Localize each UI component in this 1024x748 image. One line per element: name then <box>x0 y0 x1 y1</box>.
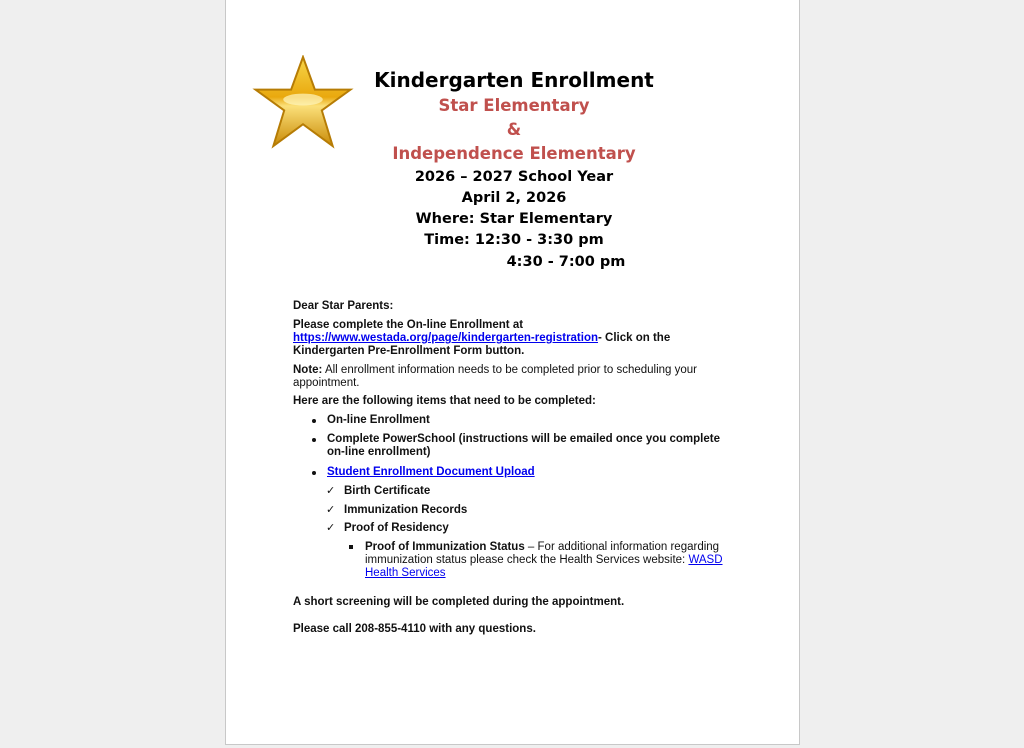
event-location: Where: Star Elementary <box>415 211 613 227</box>
registration-link[interactable]: https://www.westada.org/page/kindergarten-registration <box>293 332 599 344</box>
greeting: Dear Star Parents: <box>293 300 394 312</box>
contact-note: Please call 208-855-4110 with any questions. <box>293 623 536 635</box>
bullet-icon <box>312 471 316 475</box>
note-label: Note: <box>293 364 323 376</box>
health-services-link[interactable]: Health Services <box>365 567 446 579</box>
school-name-star: Star Elementary <box>438 96 590 115</box>
ampersand: & <box>506 120 522 139</box>
checklist-item-proof-of-residency: Proof of Residency <box>344 522 449 534</box>
instruction-suffix: - Click on the <box>598 332 671 344</box>
page-title: Kindergarten Enrollment <box>374 68 654 92</box>
items-intro: Here are the following items that need to be completed: <box>293 395 596 407</box>
checkmark-icon: ✓ <box>326 504 336 516</box>
immunization-status-label: Proof of Immunization Status <box>365 541 525 553</box>
checklist-item-immunization-records: Immunization Records <box>344 504 468 516</box>
event-time-1: Time: 12:30 - 3:30 pm <box>424 232 604 248</box>
list-item-powerschool-line-1: Complete PowerSchool (instructions will be emailed once you complete <box>327 433 720 445</box>
bullet-icon <box>312 419 316 423</box>
bullet-icon <box>312 438 316 442</box>
instruction-line-3: Kindergarten Pre-Enrollment Form button. <box>293 345 525 357</box>
event-date: April 2, 2026 <box>461 190 567 206</box>
instruction-paragraph <box>293 319 733 358</box>
instruction-line-2 <box>293 332 733 345</box>
list-item-powerschool-line-2: on-line enrollment) <box>327 446 431 458</box>
event-time-2: 4:30 - 7:00 pm <box>506 254 626 270</box>
note-text-2: appointment. <box>293 377 360 389</box>
gold-star-icon <box>252 55 354 149</box>
document-page <box>225 0 800 745</box>
immunization-status-text-2: immunization status please check the Health Services website: <box>365 554 689 566</box>
school-name-independence: Independence Elementary <box>392 144 636 163</box>
immunization-status-text: – For additional information regarding <box>524 541 720 553</box>
square-bullet-icon <box>349 545 353 549</box>
wasd-link[interactable]: WASD <box>688 554 723 566</box>
screening-note: A short screening will be completed during the appointment. <box>293 596 625 608</box>
instruction-line-1: Please complete the On-line Enrollment at <box>293 319 524 331</box>
list-item-powerschool <box>327 433 720 459</box>
note-paragraph <box>293 364 733 390</box>
checkmark-icon: ✓ <box>326 522 336 534</box>
document-upload-link[interactable]: Student Enrollment Document Upload <box>327 466 535 478</box>
school-year: 2026 – 2027 School Year <box>414 169 614 185</box>
note-text: All enrollment information needs to be completed prior to scheduling your <box>322 364 697 376</box>
checklist-item-birth-certificate: Birth Certificate <box>344 485 431 497</box>
checkmark-icon: ✓ <box>326 485 336 497</box>
list-item-online-enrollment: On-line Enrollment <box>327 414 430 426</box>
immunization-status-item <box>365 541 735 580</box>
